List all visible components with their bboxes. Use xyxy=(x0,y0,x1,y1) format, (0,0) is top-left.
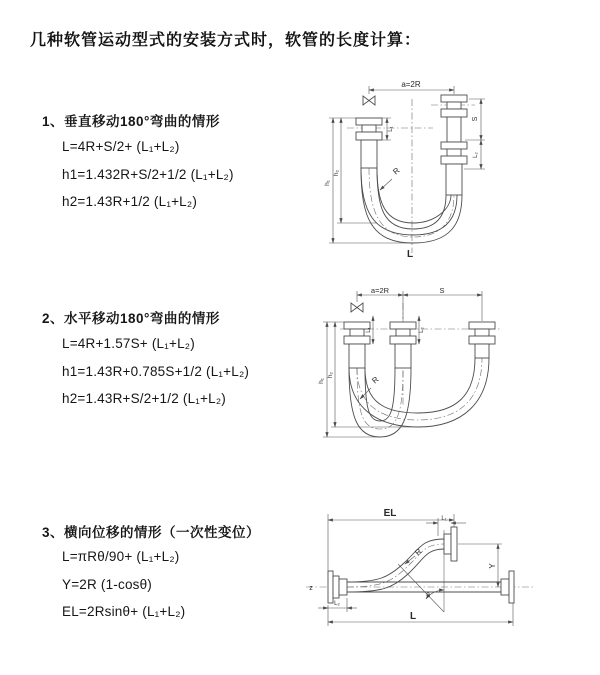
section-3-formula-EL: EL=2Rsinθ+ (L₁+L₂) xyxy=(62,604,186,619)
section-2-heading: 2、水平移动180°弯曲的情形 xyxy=(42,311,220,326)
section-2-formula-h1: h1=1.43R+0.785S+1/2 (L₁+L₂) xyxy=(62,364,250,379)
section-2-formula-L: L=4R+1.57S+ (L₁+L₂) xyxy=(62,336,195,351)
dim-label-s: S xyxy=(439,286,445,295)
dim-label-l: L xyxy=(409,611,417,622)
section-1-formula-h2: h2=1.43R+1/2 (L₁+L₂) xyxy=(62,194,198,209)
right-end-fitting-moved xyxy=(469,322,495,358)
section-3-formula-Y: Y=2R (1-cosθ) xyxy=(62,577,153,592)
section-3-heading: 3、横向位移的情形（一次性变位） xyxy=(42,525,261,540)
braid-section xyxy=(361,140,377,168)
dim-label-y: Y xyxy=(488,563,497,569)
upper-right-flange xyxy=(444,527,457,561)
page-title: 几种软管运动型式的安装方式时，软管的长度计算： xyxy=(30,32,422,49)
dim-label-theta: θ xyxy=(426,592,430,599)
dim-label-r: R xyxy=(413,546,424,558)
braid-section xyxy=(446,164,462,195)
lower-right-flange xyxy=(501,571,514,603)
dim-label-a2r: a=2R xyxy=(401,80,421,89)
dim-label-el: EL xyxy=(383,508,397,519)
dim-label-r: R xyxy=(370,374,381,386)
dimensions xyxy=(309,508,513,626)
dim-label-l1: L₁ xyxy=(388,126,394,132)
hose-u-bends xyxy=(349,358,489,437)
valve-icon xyxy=(351,303,363,312)
dim-label-s: S xyxy=(472,116,479,122)
dim-label-h1: h₁ xyxy=(324,180,331,186)
section-2-formula-h2: h2=1.43R+S/2+1/2 (L₁+L₂) xyxy=(62,391,226,406)
section-1-formula-L: L=4R+S/2+ (L₁+L₂) xyxy=(62,139,180,154)
dim-label-l1: L₁ xyxy=(366,327,372,333)
dim-label-h1: h₁ xyxy=(318,378,325,384)
dim-label-l2: L₂ xyxy=(334,601,340,607)
dim-label-l1: L₁ xyxy=(441,516,447,522)
dim-label-h2: h₂ xyxy=(327,371,334,379)
left-end-fitting xyxy=(356,118,382,168)
dim-label-l2: L₂ xyxy=(473,152,479,158)
dim-label-l: L xyxy=(406,249,414,260)
dim-label-r: R xyxy=(391,165,402,177)
section-1-formula-h1: h1=1.432R+S/2+1/2 (L₁+L₂) xyxy=(62,167,234,182)
construction-lines xyxy=(398,530,444,612)
dim-label-h2: h₂ xyxy=(333,169,340,177)
section-3-formula-L: L=πRθ/90+ (L₁+L₂) xyxy=(62,549,180,564)
middle-end-fitting xyxy=(390,322,416,368)
braid-section xyxy=(395,344,411,368)
valve-icon xyxy=(363,96,375,105)
right-end-fitting xyxy=(441,95,467,195)
diagram-horizontal-180-bend xyxy=(312,283,600,459)
diagram-vertical-180-bend xyxy=(313,77,585,263)
left-flange xyxy=(328,571,347,603)
diagram-lateral-displacement xyxy=(298,500,598,645)
braid-section xyxy=(349,344,365,368)
hose-positions xyxy=(347,539,501,592)
section-1-heading: 1、垂直移动180°弯曲的情形 xyxy=(42,114,220,129)
dim-label-l2: L₂ xyxy=(419,327,425,333)
dim-label-a2r: a=2R xyxy=(370,286,390,295)
centerline-z-mark: z xyxy=(309,585,313,592)
